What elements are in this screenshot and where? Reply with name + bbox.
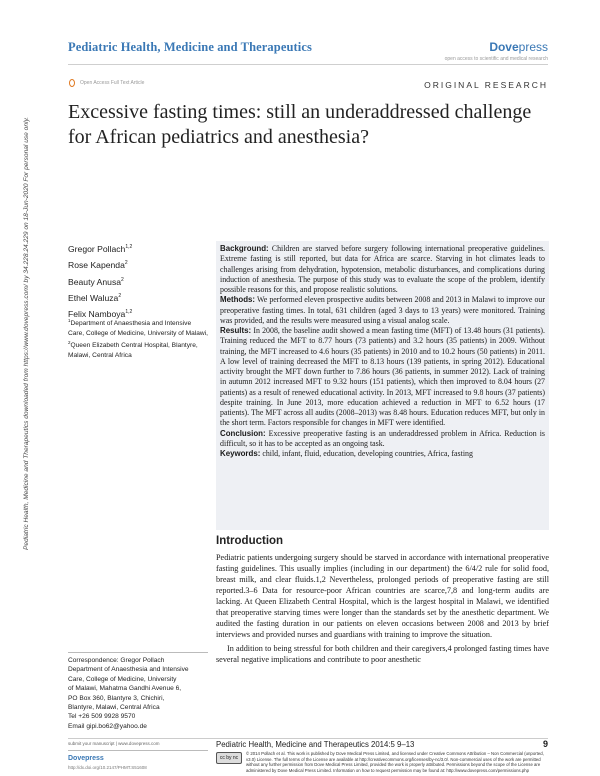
author: Ethel Waluza$^2$ <box>68 292 122 303</box>
author-list <box>68 240 132 322</box>
article-type: ORIGINAL RESEARCH <box>424 80 548 90</box>
introduction-body <box>216 552 549 665</box>
publisher-logo-a: Dove <box>489 40 519 54</box>
publisher-logo-b: press <box>518 40 548 54</box>
journal-name: Pediatric Health, Medicine and Therapeutics <box>68 40 312 54</box>
page-number: 9 <box>542 739 548 749</box>
footer-publisher-logo: Dovepress <box>68 755 104 762</box>
download-side-note <box>22 116 38 550</box>
abstract-conclusion: Conclusion: Excessive preoperative fasting is an underaddressed problem in Africa. Reduction is difficult, so it has to be accepted as an ongoing task. <box>220 428 545 448</box>
footer-divider <box>68 738 548 739</box>
submit-manuscript-link[interactable]: submit your manuscript | www.dovepress.com <box>68 741 160 746</box>
correspondence-divider <box>68 652 208 653</box>
journal-citation: Pediatric Health, Medicine and Therapeutics 2014:5 9–13 <box>216 740 415 749</box>
author: Beauty Anusa$^2$ <box>68 276 124 287</box>
license-text: © 2014 Pollach et al. This work is published by Dove Medical Press Limited, and licensed under Creative Commons Attribution – Non Commercial (unported, v3.0) License. The full terms of the License are available at http://creativecommons.org/licenses/by-nc/3.0/. Non-commercial uses of the work are permitted without any further permission from Dove Medical Press Limited, provided the work is properly attributed. Permissions beyond the scope of the License are administered by Dove Medical Press Limited. Information on how to request permission may be found at: http://www.dovepress.com/permissions.php <box>246 751 544 773</box>
open-access-icon <box>69 79 75 87</box>
correspondence: Correspondence: Gregor Pollach Department of Anaesthesia and Intensive Care, College of Medicine, University of Malawi, Mahatma Gandhi Avenue 6, PO Box 360, Blantyre 3, Chichiri, Blantyre, Malawi, Central Africa Tel +26 509 9928 9570 Email gipi.bo62@yahoo.de <box>68 656 210 731</box>
introduction-paragraph: In addition to being stressful for both children and their caregivers,4 prolonged fasting times have several negative implications and contribute to poor anesthetic <box>216 644 549 664</box>
publisher-tagline: open access to scientific and medical research <box>444 56 548 62</box>
header-divider <box>68 64 548 65</box>
open-access-label: Open Access Full Text Article <box>80 80 145 86</box>
correspondence-email[interactable]: Email gipi.bo62@yahoo.de <box>68 722 147 730</box>
abstract-keywords: Keywords: child, infant, fluid, education, developing countries, Africa, fasting <box>220 449 473 458</box>
author: Rose Kapenda$^2$ <box>68 260 128 271</box>
abstract-methods: Methods: We performed eleven prospective audits between 2008 and 2013 in Malawi to improve our preoperative fasting times. In total, 631 children (aged 3 days to 13 years) were monitored. Training was provided, and the results were measured using a visual analog scale. <box>220 295 545 325</box>
affiliations: $^1$Department of Anaesthesia and Intensive Care, College of Medicine, University of Malawi, $^2$Queen Elizabeth Central Hospital, Blantyre, Malawi, Central Africa <box>68 318 208 359</box>
author: Gregor Pollach$^{1,2}$ <box>68 243 133 254</box>
cc-license-icon[interactable]: cc by nc <box>216 752 242 764</box>
introduction-paragraph: Pediatric patients undergoing surgery should be starved in accordance with international preoperative fasting guidelines. This usually implies (including in our department) the 6/4/2 rule for solid food, breast milk, and clear fluids.1,2 Nevertheless, prolonged periods of preoperative fasting are still reported.3–6 Data for resource-poor African countries are scarce,7,8 and long-term audits are lacking. At Queen Elizabeth Central Hospital, which is the largest hospital in Malawi, we identified that preoperative starving times were longer than the standards set by the anesthetic department. We audited the fasting duration in our patients on eleven occasions between 2008 and 2013 by brief interviews and provided nurses and guardians with training to improve the situation. <box>216 553 549 639</box>
abstract-results: Results: In 2008, the baseline audit showed a mean fasting time (MFT) of 13.48 hours (31 patients). Training reduced the MFT to 8.77 hours (73 patients) and 3.2 hours (35 patients) in 2009. Without training, the MFT increased to 4.6 hours (35 patients) in 2010 and to 10.2 hours (50 patients) in 2011. A low level of training decreased the MFT to 8.13 hours (139 patients, in spring 2012). Educational activity brought the MFT down further to 7.86 hours (36 patients, in summer 2012). Lack of training in autumn 2012 increased MFT to 9.32 hours (151 patients), which then improved to 8.04 hours (27 patients) as a result of renewed educational activity. In 2013, MFT increased to 9.8 hours (37 patients) despite training. In June 2013, more education achieved a reduction in MFT to 6.52 hours (17 patients). The MFT across all audits (2008–2013) was 8.48 hours. Education reduces MFT, but only in the short term. Factors responsible for changes in MFT were identified. <box>220 326 545 428</box>
author: Felix Namboya$^{1,2}$ <box>68 309 133 320</box>
abstract-background: Background: Children are starved before surgery following international preoperative guidelines. Extreme fasting is still reported, but data for Africa are scarce. Starving in hot climates leads to challenges arising from dehydration, hypotension, metabolic disturbances, and complications during induction of anesthesia. The purpose of this study was to evaluate the scope of the problem, identify possible reasons for this, and propose realistic solutions. <box>220 244 545 294</box>
abstract-box <box>216 241 549 530</box>
introduction-heading: Introduction <box>216 535 284 547</box>
download-side-note-text: Pediatric Health, Medicine and Therapeutics downloaded from https://www.dovepress.com/ by 34.228.24.229 on 18-Jun-2020 For personal use only. <box>23 116 30 550</box>
doi-link[interactable]: http://dx.doi.org/10.2147/PHMT.S51608 <box>68 765 147 770</box>
article-title: Excessive fasting times: still an underaddressed challenge for African pediatrics and anesthesia? <box>68 101 532 148</box>
footer-left-divider <box>68 750 208 751</box>
publisher-logo <box>489 40 548 54</box>
